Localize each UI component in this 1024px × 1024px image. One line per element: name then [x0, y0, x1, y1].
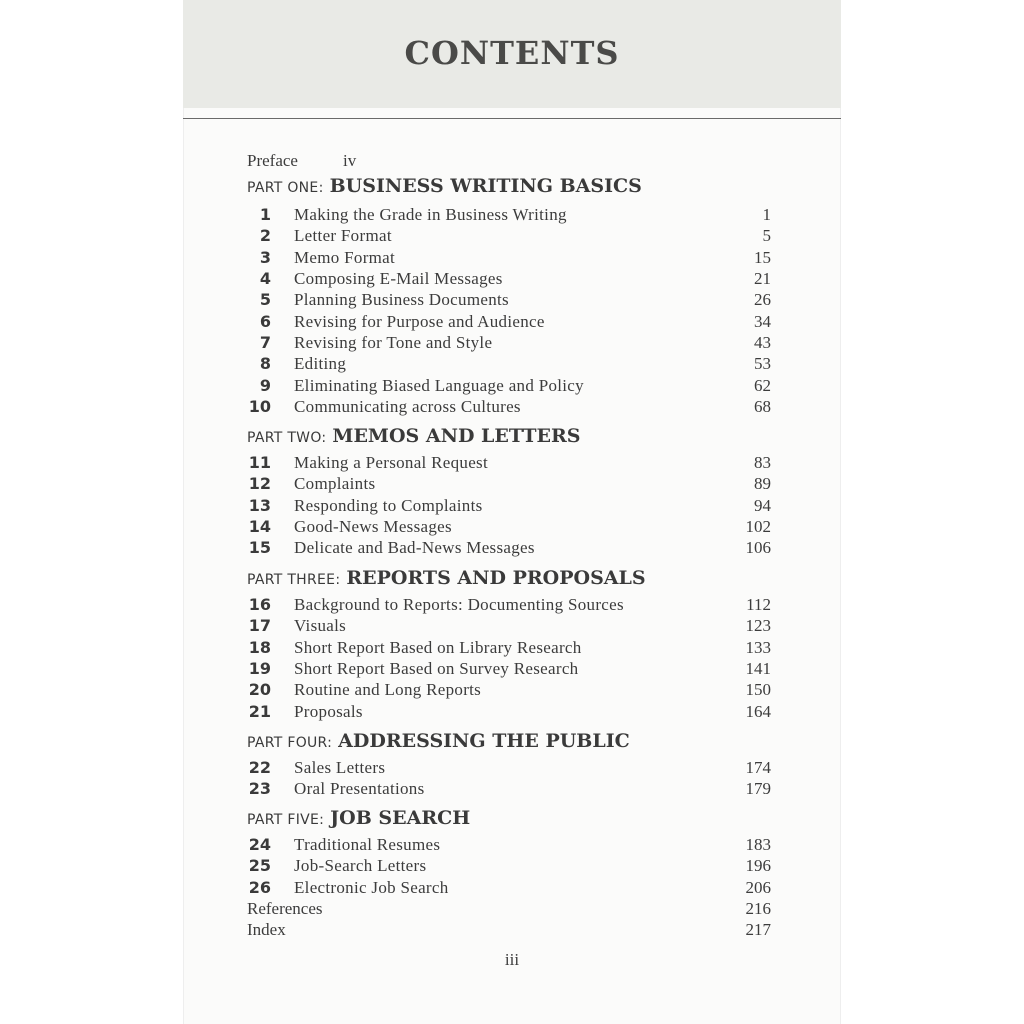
chapter-title: Traditional Resumes	[294, 835, 441, 854]
chapter-number: 18	[248, 638, 271, 657]
chapter-page: 1	[762, 205, 771, 224]
chapter-number: 7	[259, 333, 271, 352]
preface-label: Preface	[247, 151, 298, 170]
part-name: BUSINESS WRITING BASICS	[329, 175, 642, 197]
chapter-page: 43	[754, 333, 771, 352]
chapter-page: 94	[754, 496, 771, 515]
chapter-number: 11	[248, 453, 271, 472]
toc-chapter[interactable]	[183, 538, 841, 560]
chapter-title: Short Report Based on Survey Research	[294, 659, 579, 678]
part-three-heading[interactable]	[247, 567, 646, 595]
chapter-page: 196	[745, 856, 771, 875]
toc-chapter[interactable]	[183, 376, 841, 398]
chapter-title: Letter Format	[294, 226, 392, 245]
chapter-page: 174	[745, 758, 771, 777]
chapter-page: 68	[754, 397, 771, 416]
chapter-title: Complaints	[294, 474, 376, 493]
chapter-title: Editing	[294, 354, 347, 373]
chapter-number: 23	[248, 779, 271, 798]
table-of-contents	[183, 0, 841, 1024]
chapter-title: Revising for Purpose and Audience	[294, 312, 545, 331]
chapter-title: Short Report Based on Library Research	[294, 638, 582, 657]
toc-chapter[interactable]	[183, 474, 841, 496]
chapter-page: 183	[745, 835, 771, 854]
part-name: MEMOS AND LETTERS	[332, 425, 581, 447]
part-five-heading[interactable]	[247, 807, 470, 835]
back-matter-page: 216	[745, 899, 771, 918]
toc-chapter[interactable]	[183, 779, 841, 801]
chapter-page: 123	[745, 616, 771, 635]
part-name: REPORTS AND PROPOSALS	[346, 567, 646, 589]
part-label: PART TWO:	[247, 430, 327, 446]
chapter-title: Sales Letters	[294, 758, 386, 777]
toc-preface[interactable]	[183, 151, 841, 173]
toc-chapter[interactable]	[183, 312, 841, 334]
chapter-page: 102	[745, 517, 771, 536]
chapter-title: Job-Search Letters	[294, 856, 427, 875]
toc-chapter[interactable]	[183, 638, 841, 660]
chapter-page: 34	[754, 312, 771, 331]
chapter-page: 150	[745, 680, 771, 699]
chapter-title: Communicating across Cultures	[294, 397, 521, 416]
chapter-title: Planning Business Documents	[294, 290, 509, 309]
chapter-number: 22	[248, 758, 271, 777]
chapter-page: 112	[746, 595, 771, 614]
chapter-page: 106	[745, 538, 771, 557]
toc-chapter[interactable]	[183, 878, 841, 900]
chapter-number: 19	[248, 659, 271, 678]
chapter-number: 12	[248, 474, 271, 493]
part-label: PART ONE:	[247, 180, 324, 196]
chapter-number: 14	[248, 517, 271, 536]
chapter-page: 141	[745, 659, 771, 678]
chapter-title: Revising for Tone and Style	[294, 333, 493, 352]
chapter-title: Delicate and Bad-News Messages	[294, 538, 535, 557]
chapter-title: Routine and Long Reports	[294, 680, 482, 699]
page-title: CONTENTS	[404, 34, 620, 72]
chapter-page: 5	[762, 226, 771, 245]
back-matter-page: 217	[745, 920, 771, 939]
chapter-page: 53	[754, 354, 771, 373]
chapter-page: 89	[754, 474, 771, 493]
toc-chapter[interactable]	[183, 248, 841, 270]
chapter-number: 20	[248, 680, 271, 699]
chapter-page: 26	[754, 290, 771, 309]
part-name: JOB SEARCH	[330, 807, 471, 829]
chapter-title: Visuals	[294, 616, 347, 635]
chapter-number: 21	[248, 702, 271, 721]
preface-page: iv	[343, 151, 357, 170]
chapter-number: 10	[248, 397, 271, 416]
chapter-number: 1	[259, 205, 271, 224]
chapter-number: 13	[248, 496, 271, 515]
chapter-title: Good-News Messages	[294, 517, 452, 536]
chapter-title: Proposals	[294, 702, 363, 721]
chapter-page: 15	[754, 248, 771, 267]
toc-chapter[interactable]	[183, 595, 841, 617]
chapter-number: 3	[259, 248, 271, 267]
toc-chapter[interactable]	[183, 354, 841, 376]
chapter-page: 62	[754, 376, 771, 395]
back-matter-label: Index	[247, 920, 286, 939]
toc-chapter[interactable]	[183, 333, 841, 355]
chapter-number: 24	[248, 835, 271, 854]
chapter-number: 9	[259, 376, 271, 395]
chapter-number: 16	[248, 595, 271, 614]
chapter-number: 6	[259, 312, 271, 331]
chapter-page: 206	[745, 878, 771, 897]
part-two-heading[interactable]	[247, 425, 581, 453]
part-four-heading[interactable]	[247, 730, 630, 758]
toc-chapter[interactable]	[183, 758, 841, 780]
toc-chapter[interactable]	[183, 856, 841, 878]
toc-chapter[interactable]	[183, 290, 841, 312]
chapter-title: Background to Reports: Documenting Sources	[294, 595, 624, 614]
chapter-number: 8	[259, 354, 271, 373]
chapter-title: Making a Personal Request	[294, 453, 488, 472]
page-folio: iii	[504, 950, 520, 969]
toc-references[interactable]	[183, 899, 841, 921]
chapter-number: 4	[259, 269, 271, 288]
toc-chapter[interactable]	[183, 269, 841, 291]
toc-chapter[interactable]	[183, 496, 841, 518]
chapter-title: Electronic Job Search	[294, 878, 449, 897]
chapter-page: 83	[754, 453, 771, 472]
chapter-title: Composing E-Mail Messages	[294, 269, 503, 288]
toc-chapter[interactable]	[183, 702, 841, 724]
chapter-number: 5	[259, 290, 271, 309]
chapter-title: Oral Presentations	[294, 779, 425, 798]
part-name: ADDRESSING THE PUBLIC	[338, 730, 630, 752]
part-label: PART FOUR:	[247, 735, 333, 751]
part-label: PART THREE:	[247, 572, 341, 588]
chapter-title: Making the Grade in Business Writing	[294, 205, 567, 224]
chapter-number: 2	[259, 226, 271, 245]
chapter-page: 179	[745, 779, 771, 798]
toc-chapter[interactable]	[183, 453, 841, 475]
toc-chapter[interactable]	[183, 835, 841, 857]
toc-chapter[interactable]	[183, 397, 841, 419]
chapter-page: 133	[745, 638, 771, 657]
toc-chapter[interactable]	[183, 226, 841, 248]
chapter-page: 21	[754, 269, 771, 288]
toc-chapter[interactable]	[183, 517, 841, 539]
toc-chapter[interactable]	[183, 616, 841, 638]
chapter-title: Eliminating Biased Language and Policy	[294, 376, 584, 395]
part-one-heading[interactable]	[247, 175, 642, 203]
chapter-number: 26	[248, 878, 271, 897]
toc-chapter[interactable]	[183, 680, 841, 702]
part-label: PART FIVE:	[247, 812, 325, 828]
chapter-number: 25	[248, 856, 271, 875]
toc-chapter[interactable]	[183, 659, 841, 681]
chapter-title: Memo Format	[294, 248, 396, 267]
book-page	[183, 0, 841, 1024]
back-matter-label: References	[247, 899, 323, 918]
chapter-page: 164	[745, 702, 771, 721]
chapter-number: 15	[248, 538, 271, 557]
toc-index[interactable]	[183, 920, 841, 942]
toc-chapter[interactable]	[183, 205, 841, 227]
chapter-title: Responding to Complaints	[294, 496, 483, 515]
chapter-number: 17	[248, 616, 271, 635]
